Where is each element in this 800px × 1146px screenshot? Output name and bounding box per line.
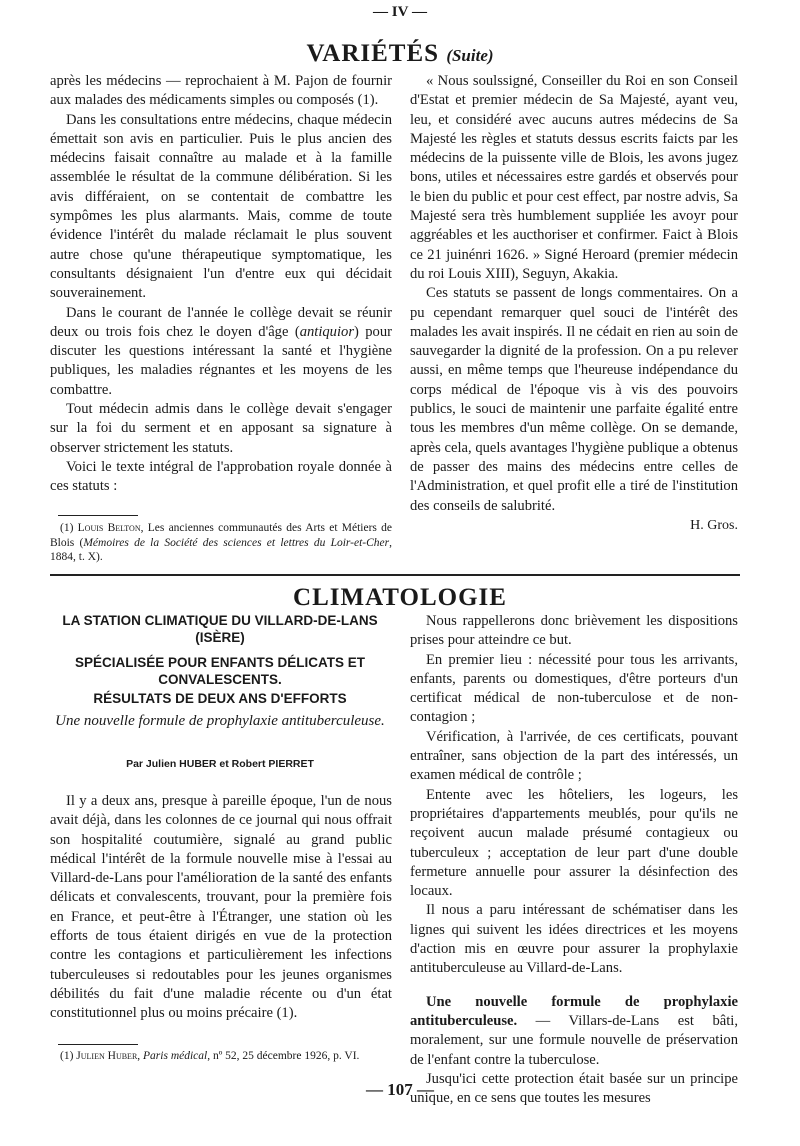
paragraph: Entente avec les hôteliers, les logeurs, les propriétaires d'appartements meublés, pour qu'ils ne reçoivent aucun malade présumé contagieux ou tuberculeux ; acceptation de leur part d'une double fermeture annuelle pour assurer la désinfection des locaux.: [410, 786, 738, 900]
article-title-line: LA STATION CLIMATIQUE DU VILLARD-DE-LANS (ISÈRE): [62, 613, 378, 645]
text-run: , nº 52, 25 décembre 1926, p. VI.: [207, 1050, 360, 1062]
text-run: Dans le courant de l'année le collège devait se réunir deux ou trois fois chez le doyen d'âge (: [50, 304, 392, 340]
footnote-text: [50, 521, 392, 565]
paragraph: [50, 304, 392, 400]
varietes-left-column: [50, 72, 392, 497]
footnote-marker: (1): [60, 1050, 77, 1062]
footnote-italic: Paris médical: [143, 1050, 208, 1062]
text-run: , Les anciennes communautés des Arts et Métiers de Blois (: [50, 522, 392, 549]
paragraph: [410, 993, 738, 1070]
paragraph: après les médecins — reprochaient à M. Pajon de fournir aux malades des médicaments simples ou composés (1).: [50, 73, 392, 109]
climatologie-footnote: [50, 1049, 392, 1064]
footnote-italic: Mémoires de la Société des sciences et lettres du Loir-et-Cher: [83, 536, 390, 549]
section-divider: [50, 574, 740, 576]
climatologie-right-column: [410, 612, 738, 1108]
lead-heading: Une nouvelle formule de prophylaxie antituberculeuse.: [410, 993, 738, 1029]
paragraph: Dans les consultations entre médecins, chaque médecin émettait son avis en particulier. Puis le plus ancien des médecins faisait connaître au malade et à la famille assemblée le résultat de la commune délibération. Si les avis différaient, on se contentait de combattre les sympômes les plus alarmants. Mais, comme de toute évidence l'intérêt du malade réclamait le plus souvent autre chose qu'une thérapeutique symptomatique, les consultants désignaient l'un d'entre eux qui décidait souverainement.: [50, 111, 392, 302]
paragraph: « Nous soulssigné, Conseiller du Roi en son Conseil d'Estat et premier médecin de Sa Majesté, ayant veu, leu, et considéré avec aucuns autres médecins de Sa Majesté les règles et statuts dessus escrits faicts par les médecins de la puissente ville de Blois, les avons jugez bons, utiles et nécessaires estre gardés et observés pour le bien du public et pour cest effect, par nostre advis, Sa Majesté sera très humblement suppliée les avoyr pour aggréables et les aucthoriser et confirmer. Faict à Blois ce 21 juinénri 1626. » Signé Heroard (premier médecin du roi Louis XIII), Seguyn, Akakia.: [410, 73, 738, 282]
article-title-line: SPÉCIALISÉE POUR ENFANTS DÉLICATS ET CONVALESCENTS.: [74, 655, 366, 687]
paragraph: Nous rappellerons donc brièvement les dispositions prises pour atteindre ce but.: [410, 613, 738, 649]
signature: H. Gros.: [690, 517, 738, 533]
varietes-footnote: [50, 521, 392, 565]
climatologie-left-column: [50, 792, 392, 1024]
paragraph: Il nous a paru intéressant de schématiser dans les lignes qui suivent les idées directrices et les moyens d'action mis en œuvre pour assurer la prophylaxie antituberculeuse au Villard-de-Lans.: [410, 902, 738, 977]
footnote-divider: [58, 1044, 138, 1045]
text-run: ,: [137, 1050, 144, 1062]
italic-term: antiquior: [299, 323, 355, 340]
paragraph: Ces statuts se passent de longs commentaires. On a pu cependant remarquer quel souci de l'intérêt des malades les avait inspirés. Il ne cédait en rien au soin de sauvegarder la dignité de la profession. On a pu relever aussi, en même temps que l'heureuse indépendance du corps médical de l'époque vis à vis des pouvoirs publics, le souci de maintenir une parfaite égalité entre tous les membres d'un même collège. On se demande, après cela, quels avantages l'hygiène publique a obtenus de passer des mains des médecins entre celles de l'Administration, et quel profit elle a tiré de l'institution des conseils de salubrité.: [410, 285, 738, 514]
section-title-climatologie: CLIMATOLOGIE: [293, 584, 507, 611]
footnote-author: Louis Belton: [77, 522, 141, 534]
footnote-author: Julien Huber: [76, 1050, 138, 1062]
paragraph: Tout médecin admis dans le collège devait s'engager sur la foi du serment et en apposant sa signature à observer strictement les statuts.: [50, 401, 392, 456]
paragraph: Il y a deux ans, presque à pareille époque, l'un de nous avait déjà, dans les colonnes de ce journal qui nous offrait son hospitalité coutumière, signalé au grand public médical l'intérêt de la formule nouvelle mise à l'essai au Villard-de-Lans pour l'amélioration de la santé des enfants délicats et convalescents, trouvant, pour la première fois en France, et peut-être à l'Étranger, une station où les efforts de tous étaient dirigés en vue de la protection contre les contagions et particulièrement les infections tuberculeuses si redoutables pour les jeunes organismes débilités du fait d'une maladie récente ou d'un état constitutionnel plus ou moins précaire (1).: [50, 793, 392, 1022]
article-byline: Par Julien HUBER et Robert PIERRET: [126, 758, 314, 770]
page-number: — 107 —: [366, 1080, 434, 1099]
text-run: , 1884, t. X).: [50, 536, 392, 563]
text-run: ) pour discuter les questions intéressant la santé et l'hygiène publiques, les maladies régnantes et les moyens de les combattre.: [50, 323, 392, 398]
article-title-line: RÉSULTATS DE DEUX ANS D'EFFORTS: [93, 691, 347, 706]
paragraph: Voici le texte intégral de l'approbation royale donnée à ces statuts :: [50, 458, 392, 495]
section-title-varietes: [0, 40, 800, 68]
footnote-marker: (1): [60, 522, 78, 534]
section-title-text: VARIÉTÉS: [306, 40, 440, 67]
page-roman-number: — IV —: [373, 4, 427, 20]
paragraph: Vérification, à l'arrivée, de ces certificats, pouvant entraîner, sans objection de la part des intéressés, un examen médical de contrôle ;: [410, 728, 738, 784]
paragraph: Jusqu'ici cette protection était basée sur un principe unique, en ce sens que toutes les mesures: [410, 1070, 738, 1107]
text-run: — Villars-de-Lans est bâti, moralement, sur une formule nouvelle de préservation de l'enfant contre la tuberculose.: [410, 1012, 738, 1068]
footnote-text: [50, 1049, 392, 1064]
varietes-right-column: [410, 72, 738, 535]
section-title-suffix: (Suite): [446, 46, 494, 65]
article-subtitle: Une nouvelle formule de prophylaxie antituberculeuse.: [55, 713, 385, 729]
footnote-divider: [58, 515, 138, 516]
paragraph: En premier lieu : nécessité pour tous les arrivants, enfants, parents ou domestiques, d'être porteurs d'un certificat médical de non-tuberculose et de non-contagion ;: [410, 651, 738, 726]
